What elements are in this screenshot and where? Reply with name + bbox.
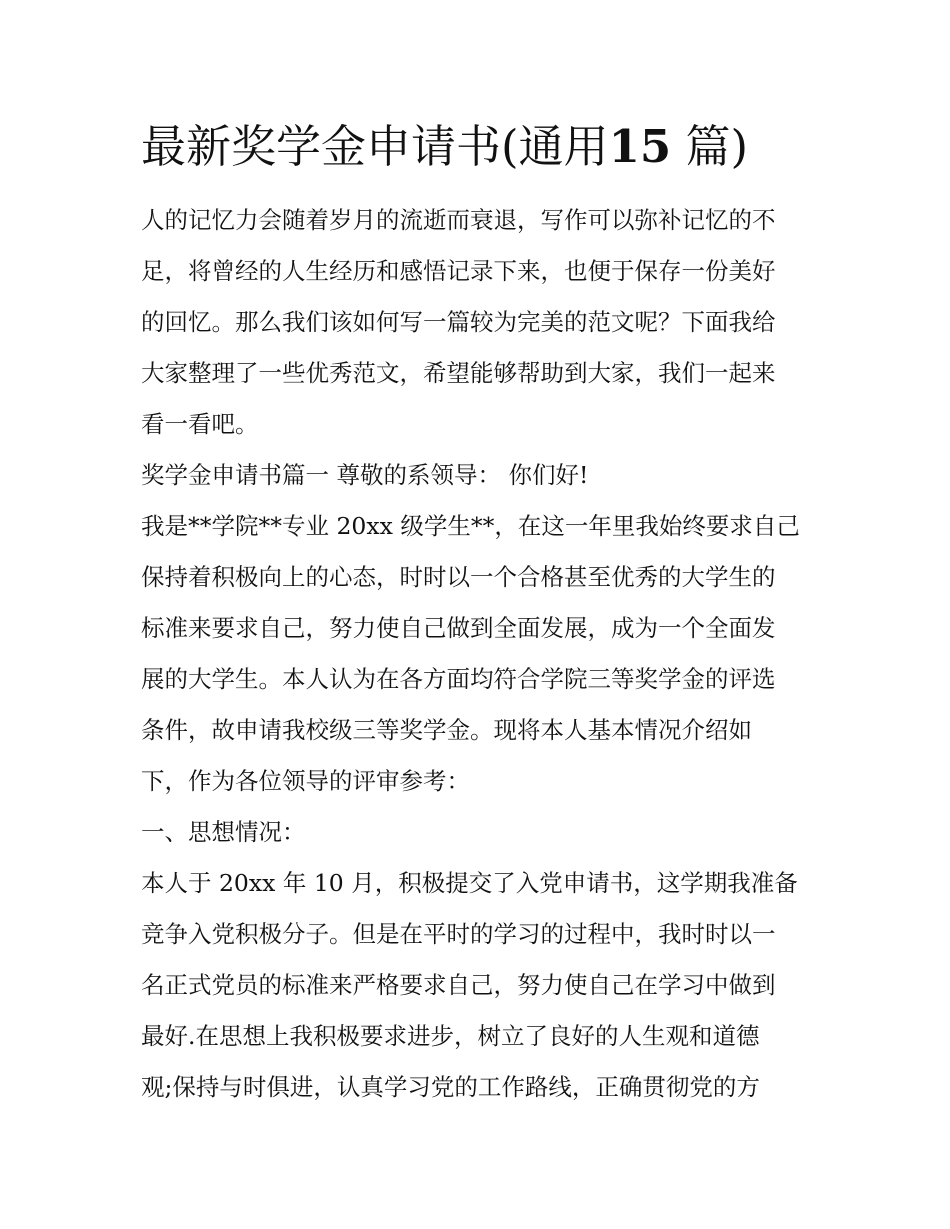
body-line: 标准来要求自己，努力使自己做到全面发展，成为一个全面发 (141, 614, 776, 642)
body-line: 的回忆。那么我们该如何写一篇较为完美的范文呢？下面我给 (141, 308, 776, 336)
body-line: 下，作为各位领导的评审参考： (141, 767, 470, 795)
body-line: 本人于 20xx 年 10 月，积极提交了入党申请书，这学期我准备 (141, 869, 798, 897)
section-heading: 奖学金申请书篇一 尊敬的系领导： 你们好! (141, 461, 589, 489)
body-line: 竞争入党积极分子。但是在平时的学习的过程中，我时时以一 (141, 920, 776, 948)
body-line: 足，将曾经的人生经历和感悟记录下来，也便于保存一份美好 (141, 257, 776, 285)
title-text-pre: 最新奖学金申请书(通用 (141, 120, 609, 173)
title-number: 15 (608, 120, 672, 173)
body-line: 保持着积极向上的心态，时时以一个合格甚至优秀的大学生的 (141, 563, 776, 591)
subsection-heading: 一、思想情况： (141, 818, 306, 846)
body-line: 观;保持与时俱进，认真学习党的工作路线，正确贯彻党的方 (141, 1073, 760, 1101)
body-line: 最好.在思想上我积极要求进步，树立了良好的人生观和道德 (141, 1022, 760, 1050)
document-body (141, 195, 813, 1113)
body-line: 条件，故申请我校级三等奖学金。现将本人基本情况介绍如 (141, 716, 752, 744)
body-line: 名正式党员的标准来严格要求自己，努力使自己在学习中做到 (141, 971, 776, 999)
body-line: 大家整理了一些优秀范文，希望能够帮助到大家，我们一起来 (141, 359, 776, 387)
title-text-post: 篇) (671, 120, 749, 173)
body-line: 看一看吧。 (141, 410, 259, 438)
document-title (141, 112, 748, 182)
body-line: 人的记忆力会随着岁月的流逝而衰退，写作可以弥补记忆的不 (141, 206, 776, 234)
body-line: 展的大学生。本人认为在各方面均符合学院三等奖学金的评选 (141, 665, 776, 693)
body-line: 我是**学院**专业 20xx 级学生**，在这一年里我始终要求自己 (141, 512, 800, 540)
